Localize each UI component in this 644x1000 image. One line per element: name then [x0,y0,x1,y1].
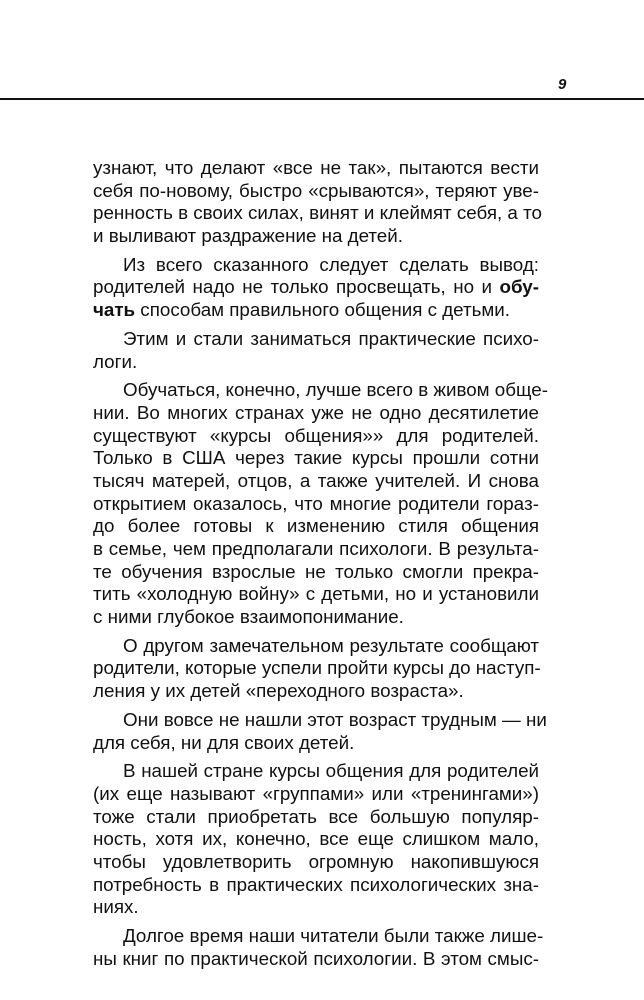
text-line: ность, хотя их, конечно, все еще слишком мало, [93,828,539,850]
text-line: тить «холодную войну» с детьми, но и установили [93,583,539,605]
text-line: тоже стали приобретать все большую популяр- [93,805,539,827]
text-line: Только в США через такие курсы прошли сотни [93,447,539,469]
text-line: Из всего сказанного следует сделать вывод: [123,253,539,275]
text-line: В нашей стране курсы общения для родителей [123,760,539,782]
body-text [93,157,548,970]
text-line: с ними глубокое взаимопонимание. [93,606,404,628]
text-line: узнают, что делают «все не так», пытаются вести [93,157,539,178]
text-line: для себя, ни для своих детей. [93,731,355,753]
text-line: ренность в своих силах, винят и клеймят себя, а то [93,202,542,224]
text-line: ления у их детей «переходного возраста». [93,680,464,702]
emphasis-text: чать [93,299,136,321]
text-line: Обучаться, конечно, лучше всего в живом обще- [123,379,548,401]
text-line: Этим и стали заниматься практические психо- [123,327,539,349]
page-number: 9 [558,76,567,93]
text-line: Долгое время наши читатели были также лише- [123,925,544,946]
text-line: нии. Во многих странах уже не одно десятилетие [93,401,539,423]
text-line: ны книг по практической психологии. В этом смыс- [93,947,539,969]
text-line: Они вовсе не нашли этот возраст трудным — ни [123,708,547,730]
text-line: логи. [93,350,138,372]
text-line: и выливают раздражение на детей. [93,225,403,247]
text-line: существуют «курсы общения»» для родителей. [93,424,539,446]
emphasis-text: обу- [499,276,539,298]
text-line: чать способам правильного общения с детьми. [93,299,510,321]
text-line: те обучения взрослые не только смогли прекра- [93,560,539,582]
text-line: себя по-новому, быстро «срываются», теряют уве- [93,179,539,201]
text-line: открытием оказалось, что многие родители горaз- [93,492,539,514]
text-line: (их еще называют «группами» или «тренингами») [93,782,539,804]
header-rule [0,98,644,100]
text-line: потребность в практических психологических зна- [93,873,539,895]
text-line: О другом замечательном результате сообщают [123,634,539,656]
text-line: ниях. [93,896,139,918]
text-line: в семье, чем предполагали психологи. В результа- [93,538,539,559]
text-line: до более готовы к изменению стиля общения [93,515,539,537]
text-line: родители, которые успели пройти курсы до наступ- [93,657,541,679]
text-line: чтобы удовлетворить огромную накопившуюся [93,850,539,872]
text-line: родителей надо не только просвещать, но и обу- [93,276,539,298]
text-line: тысяч матерей, отцов, а также учителей. И снова [93,469,539,491]
